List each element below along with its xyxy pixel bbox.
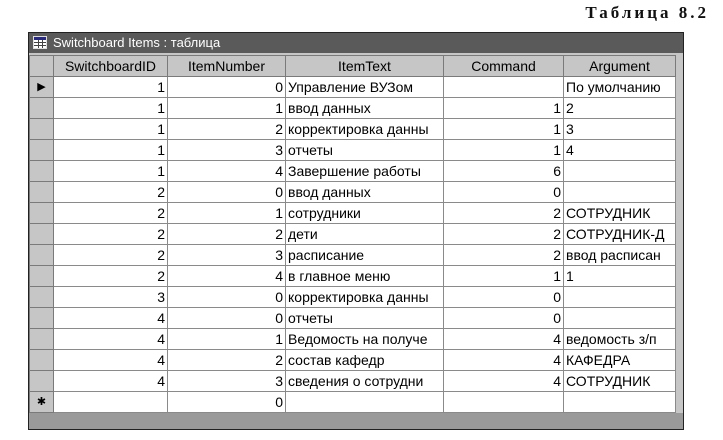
row-selector[interactable]: [30, 392, 54, 413]
itemnumber-cell[interactable]: 1: [168, 98, 286, 119]
switchboardid-cell[interactable]: 1: [54, 98, 168, 119]
current-record-icon: ▶: [37, 81, 46, 93]
table-icon: [33, 36, 47, 49]
command-cell[interactable]: 0: [444, 182, 564, 203]
itemtext-cell[interactable]: сведения о сотрудни: [286, 371, 444, 392]
row-selector[interactable]: [30, 203, 54, 224]
argument-cell[interactable]: СОТРУДНИК-Д: [564, 224, 676, 245]
itemtext-cell[interactable]: Завершение работы: [286, 161, 444, 182]
argument-cell[interactable]: 3: [564, 119, 676, 140]
itemnumber-cell[interactable]: 0: [168, 308, 286, 329]
column-header-argument[interactable]: Argument: [564, 56, 676, 77]
itemnumber-cell[interactable]: 0: [168, 182, 286, 203]
row-selector[interactable]: [30, 287, 54, 308]
row-selector[interactable]: [30, 308, 54, 329]
table-row[interactable]: [30, 371, 676, 392]
argument-cell[interactable]: 1: [564, 266, 676, 287]
switchboardid-cell[interactable]: 2: [54, 203, 168, 224]
switchboardid-cell[interactable]: 4: [54, 329, 168, 350]
itemtext-cell[interactable]: в главное меню: [286, 266, 444, 287]
new-record-icon: ✱: [36, 396, 47, 408]
itemtext-cell[interactable]: [286, 392, 444, 413]
argument-cell[interactable]: [564, 308, 676, 329]
table-row[interactable]: [30, 119, 676, 140]
row-selector[interactable]: [30, 182, 54, 203]
datasheet-window: [28, 32, 684, 430]
command-cell[interactable]: 1: [444, 140, 564, 161]
column-header-command[interactable]: Command: [444, 56, 564, 77]
command-cell[interactable]: 1: [444, 266, 564, 287]
column-header-itemtext[interactable]: ItemText: [286, 56, 444, 77]
argument-cell[interactable]: 2: [564, 98, 676, 119]
switchboardid-cell[interactable]: 1: [54, 140, 168, 161]
table-row[interactable]: [30, 287, 676, 308]
table-row[interactable]: [30, 161, 676, 182]
row-selector[interactable]: [30, 98, 54, 119]
switchboardid-cell[interactable]: 4: [54, 371, 168, 392]
table-row[interactable]: [30, 245, 676, 266]
switchboardid-cell[interactable]: 3: [54, 287, 168, 308]
itemnumber-cell[interactable]: 0: [168, 287, 286, 308]
datasheet-grid: [29, 55, 676, 413]
argument-cell[interactable]: ввод расписан: [564, 245, 676, 266]
row-selector[interactable]: [30, 245, 54, 266]
command-cell[interactable]: 4: [444, 350, 564, 371]
table-row[interactable]: [30, 77, 676, 98]
itemnumber-cell[interactable]: 0: [168, 77, 286, 98]
itemnumber-cell[interactable]: 1: [168, 203, 286, 224]
table-row[interactable]: [30, 350, 676, 371]
argument-cell[interactable]: СОТРУДНИК: [564, 203, 676, 224]
command-cell[interactable]: 0: [444, 287, 564, 308]
switchboardid-cell[interactable]: 1: [54, 77, 168, 98]
argument-cell[interactable]: По умолчанию: [564, 77, 676, 98]
row-selector[interactable]: [30, 140, 54, 161]
itemtext-cell[interactable]: ввод данных: [286, 98, 444, 119]
command-cell[interactable]: 1: [444, 98, 564, 119]
argument-cell[interactable]: СОТРУДНИК: [564, 371, 676, 392]
column-header-itemnumber[interactable]: ItemNumber: [168, 56, 286, 77]
select-all-corner[interactable]: [30, 56, 54, 77]
switchboardid-cell[interactable]: 1: [54, 119, 168, 140]
itemnumber-cell[interactable]: 4: [168, 161, 286, 182]
command-cell[interactable]: 6: [444, 161, 564, 182]
command-cell[interactable]: [444, 392, 564, 413]
itemtext-cell[interactable]: расписание: [286, 245, 444, 266]
itemnumber-cell[interactable]: 4: [168, 266, 286, 287]
command-cell[interactable]: 1: [444, 119, 564, 140]
row-selector[interactable]: [30, 161, 54, 182]
itemtext-cell[interactable]: отчеты: [286, 140, 444, 161]
itemnumber-cell[interactable]: 2: [168, 350, 286, 371]
row-selector[interactable]: [30, 224, 54, 245]
command-cell[interactable]: 4: [444, 329, 564, 350]
itemtext-cell[interactable]: Ведомость на получе: [286, 329, 444, 350]
itemnumber-cell[interactable]: 2: [168, 119, 286, 140]
command-cell[interactable]: 2: [444, 245, 564, 266]
itemnumber-cell[interactable]: 1: [168, 329, 286, 350]
switchboardid-cell[interactable]: 1: [54, 161, 168, 182]
table-row[interactable]: [30, 140, 676, 161]
table-row[interactable]: [30, 203, 676, 224]
switchboardid-cell[interactable]: 2: [54, 182, 168, 203]
table-row[interactable]: [30, 182, 676, 203]
argument-cell[interactable]: [564, 182, 676, 203]
itemtext-cell[interactable]: отчеты: [286, 308, 444, 329]
row-selector[interactable]: [30, 119, 54, 140]
argument-cell[interactable]: [564, 392, 676, 413]
argument-cell[interactable]: 4: [564, 140, 676, 161]
argument-cell[interactable]: КАФЕДРА: [564, 350, 676, 371]
itemtext-cell[interactable]: Управление ВУЗом: [286, 77, 444, 98]
column-header-switchboardid[interactable]: SwitchboardID: [54, 56, 168, 77]
switchboardid-cell[interactable]: 4: [54, 308, 168, 329]
switchboardid-cell[interactable]: [54, 392, 168, 413]
table-caption: Таблица 8.2: [585, 3, 709, 22]
window-title: Switchboard Items : таблица: [53, 35, 221, 50]
itemnumber-cell[interactable]: 3: [168, 245, 286, 266]
itemnumber-cell[interactable]: 2: [168, 224, 286, 245]
row-selector[interactable]: [30, 350, 54, 371]
command-cell[interactable]: 4: [444, 371, 564, 392]
switchboardid-cell[interactable]: 2: [54, 245, 168, 266]
itemtext-cell[interactable]: корректировка данны: [286, 287, 444, 308]
itemnumber-cell[interactable]: 3: [168, 371, 286, 392]
itemtext-cell[interactable]: корректировка данны: [286, 119, 444, 140]
navigation-bar: [29, 413, 683, 429]
table-row[interactable]: [30, 308, 676, 329]
command-cell[interactable]: [444, 77, 564, 98]
table-row[interactable]: [30, 266, 676, 287]
itemtext-cell[interactable]: состав кафедр: [286, 350, 444, 371]
command-cell[interactable]: 2: [444, 203, 564, 224]
itemnumber-cell[interactable]: 0: [168, 392, 286, 413]
row-selector[interactable]: [30, 77, 54, 98]
command-cell[interactable]: 2: [444, 224, 564, 245]
command-cell[interactable]: 0: [444, 308, 564, 329]
row-selector[interactable]: [30, 266, 54, 287]
table-row[interactable]: [30, 392, 676, 413]
switchboardid-cell[interactable]: 2: [54, 266, 168, 287]
switchboardid-cell[interactable]: 4: [54, 350, 168, 371]
table-row[interactable]: [30, 329, 676, 350]
table-row[interactable]: [30, 98, 676, 119]
argument-cell[interactable]: [564, 287, 676, 308]
header-row: [30, 56, 676, 77]
switchboardid-cell[interactable]: 2: [54, 224, 168, 245]
itemtext-cell[interactable]: сотрудники: [286, 203, 444, 224]
argument-cell[interactable]: [564, 161, 676, 182]
itemtext-cell[interactable]: ввод данных: [286, 182, 444, 203]
window-titlebar[interactable]: [29, 33, 683, 53]
argument-cell[interactable]: ведомость з/п: [564, 329, 676, 350]
itemnumber-cell[interactable]: 3: [168, 140, 286, 161]
table-row[interactable]: [30, 224, 676, 245]
itemtext-cell[interactable]: дети: [286, 224, 444, 245]
row-selector[interactable]: [30, 371, 54, 392]
row-selector[interactable]: [30, 329, 54, 350]
